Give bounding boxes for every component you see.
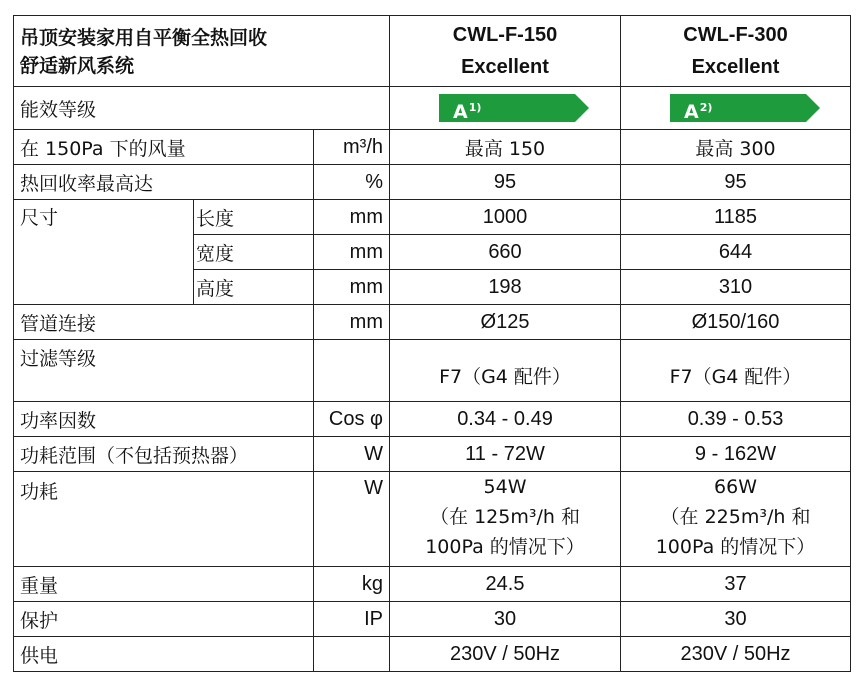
row-supply <box>14 637 851 672</box>
model-variant-1: Excellent <box>461 56 549 78</box>
protection-value-2: 30 <box>621 602 851 637</box>
power-value-2 <box>621 472 851 567</box>
power-value-1-line2: （在 125m³/h 和 <box>430 506 580 528</box>
filter-value-1: F7（G4 配件） <box>390 340 621 402</box>
airflow-unit: m³/h <box>314 130 390 165</box>
model-variant-2: Excellent <box>691 56 780 78</box>
efficiency-label: 能效等级 <box>14 87 390 130</box>
row-power-range <box>14 437 851 472</box>
row-protection <box>14 602 851 637</box>
power-factor-value-1: 0.34 - 0.49 <box>390 402 621 437</box>
grade-badge-2 <box>670 94 806 122</box>
spec-table-container <box>13 15 851 672</box>
protection-value-1: 30 <box>390 602 621 637</box>
model-header-1 <box>390 16 621 87</box>
power-range-value-2: 9 - 162W <box>621 437 851 472</box>
row-power <box>14 472 851 567</box>
model-name-1: CWL-F-150 <box>452 24 558 46</box>
filter-value-2: F7（G4 配件） <box>621 340 851 402</box>
grade-badge-1 <box>439 94 575 122</box>
power-factor-value-2: 0.39 - 0.53 <box>621 402 851 437</box>
dim-height-value-2: 310 <box>621 270 851 305</box>
power-value-1 <box>390 472 621 567</box>
power-range-label: 功耗范围（不包括预热器） <box>14 437 314 472</box>
supply-label: 供电 <box>14 637 314 672</box>
dim-height-value-1: 198 <box>390 270 621 305</box>
filter-unit <box>314 340 390 402</box>
duct-value-2: Ø150/160 <box>621 305 851 340</box>
weight-unit: kg <box>314 567 390 602</box>
power-factor-unit: Cos φ <box>314 402 390 437</box>
dim-width-unit: mm <box>314 235 390 270</box>
row-weight <box>14 567 851 602</box>
duct-unit: mm <box>314 305 390 340</box>
protection-unit: IP <box>314 602 390 637</box>
dim-height-label: 高度 <box>194 270 314 305</box>
dim-width-value-1: 660 <box>390 235 621 270</box>
airflow-value-1: 最高 150 <box>390 130 621 165</box>
protection-label: 保护 <box>14 602 314 637</box>
weight-value-1: 24.5 <box>390 567 621 602</box>
supply-value-1: 230V / 50Hz <box>390 637 621 672</box>
power-range-unit: W <box>314 437 390 472</box>
supply-unit <box>314 637 390 672</box>
header-row <box>14 16 851 87</box>
dim-length-value-2: 1185 <box>621 200 851 235</box>
dim-length-unit: mm <box>314 200 390 235</box>
power-value-2-line3: 100Pa 的情况下） <box>655 536 816 558</box>
table-title <box>14 16 390 87</box>
supply-value-2: 230V / 50Hz <box>621 637 851 672</box>
duct-label: 管道连接 <box>14 305 314 340</box>
power-value-2-line2: （在 225m³/h 和 <box>660 506 811 528</box>
duct-value-1: Ø125 <box>390 305 621 340</box>
dim-length-label: 长度 <box>194 200 314 235</box>
power-unit: W <box>314 472 390 567</box>
grade-note-1: 1) <box>468 100 482 114</box>
row-heat-recovery <box>14 165 851 200</box>
grade-letter-2: A <box>684 100 699 123</box>
power-value-1-line3: 100Pa 的情况下） <box>425 536 585 558</box>
dimensions-label: 尺寸 <box>14 200 194 305</box>
power-range-value-1: 11 - 72W <box>390 437 621 472</box>
table-title-line1: 吊顶安装家用自平衡全热回收 <box>20 27 268 49</box>
row-dim-length <box>14 200 851 235</box>
grade-letter-1: A <box>453 100 468 123</box>
power-factor-label: 功率因数 <box>14 402 314 437</box>
row-efficiency <box>14 87 851 130</box>
power-label: 功耗 <box>14 472 314 567</box>
row-duct <box>14 305 851 340</box>
weight-value-2: 37 <box>621 567 851 602</box>
table-title-line2: 舒适新风系统 <box>20 55 135 77</box>
dim-length-value-1: 1000 <box>390 200 621 235</box>
grade-note-2: 2) <box>699 100 713 114</box>
power-value-1-line1: 54W <box>483 476 527 498</box>
efficiency-value-2 <box>621 87 851 130</box>
dim-width-label: 宽度 <box>194 235 314 270</box>
heat-recovery-unit: % <box>314 165 390 200</box>
airflow-label: 在 150Pa 下的风量 <box>14 130 314 165</box>
efficiency-value-1 <box>390 87 621 130</box>
row-filter <box>14 340 851 402</box>
row-power-factor <box>14 402 851 437</box>
row-airflow <box>14 130 851 165</box>
model-name-2: CWL-F-300 <box>683 24 788 46</box>
heat-recovery-value-1: 95 <box>390 165 621 200</box>
heat-recovery-value-2: 95 <box>621 165 851 200</box>
heat-recovery-label: 热回收率最高达 <box>14 165 314 200</box>
airflow-value-2: 最高 300 <box>621 130 851 165</box>
dim-height-unit: mm <box>314 270 390 305</box>
power-value-2-line1: 66W <box>714 476 757 498</box>
spec-table <box>13 15 851 672</box>
model-header-2 <box>621 16 851 87</box>
dim-width-value-2: 644 <box>621 235 851 270</box>
filter-label: 过滤等级 <box>14 340 314 402</box>
weight-label: 重量 <box>14 567 314 602</box>
